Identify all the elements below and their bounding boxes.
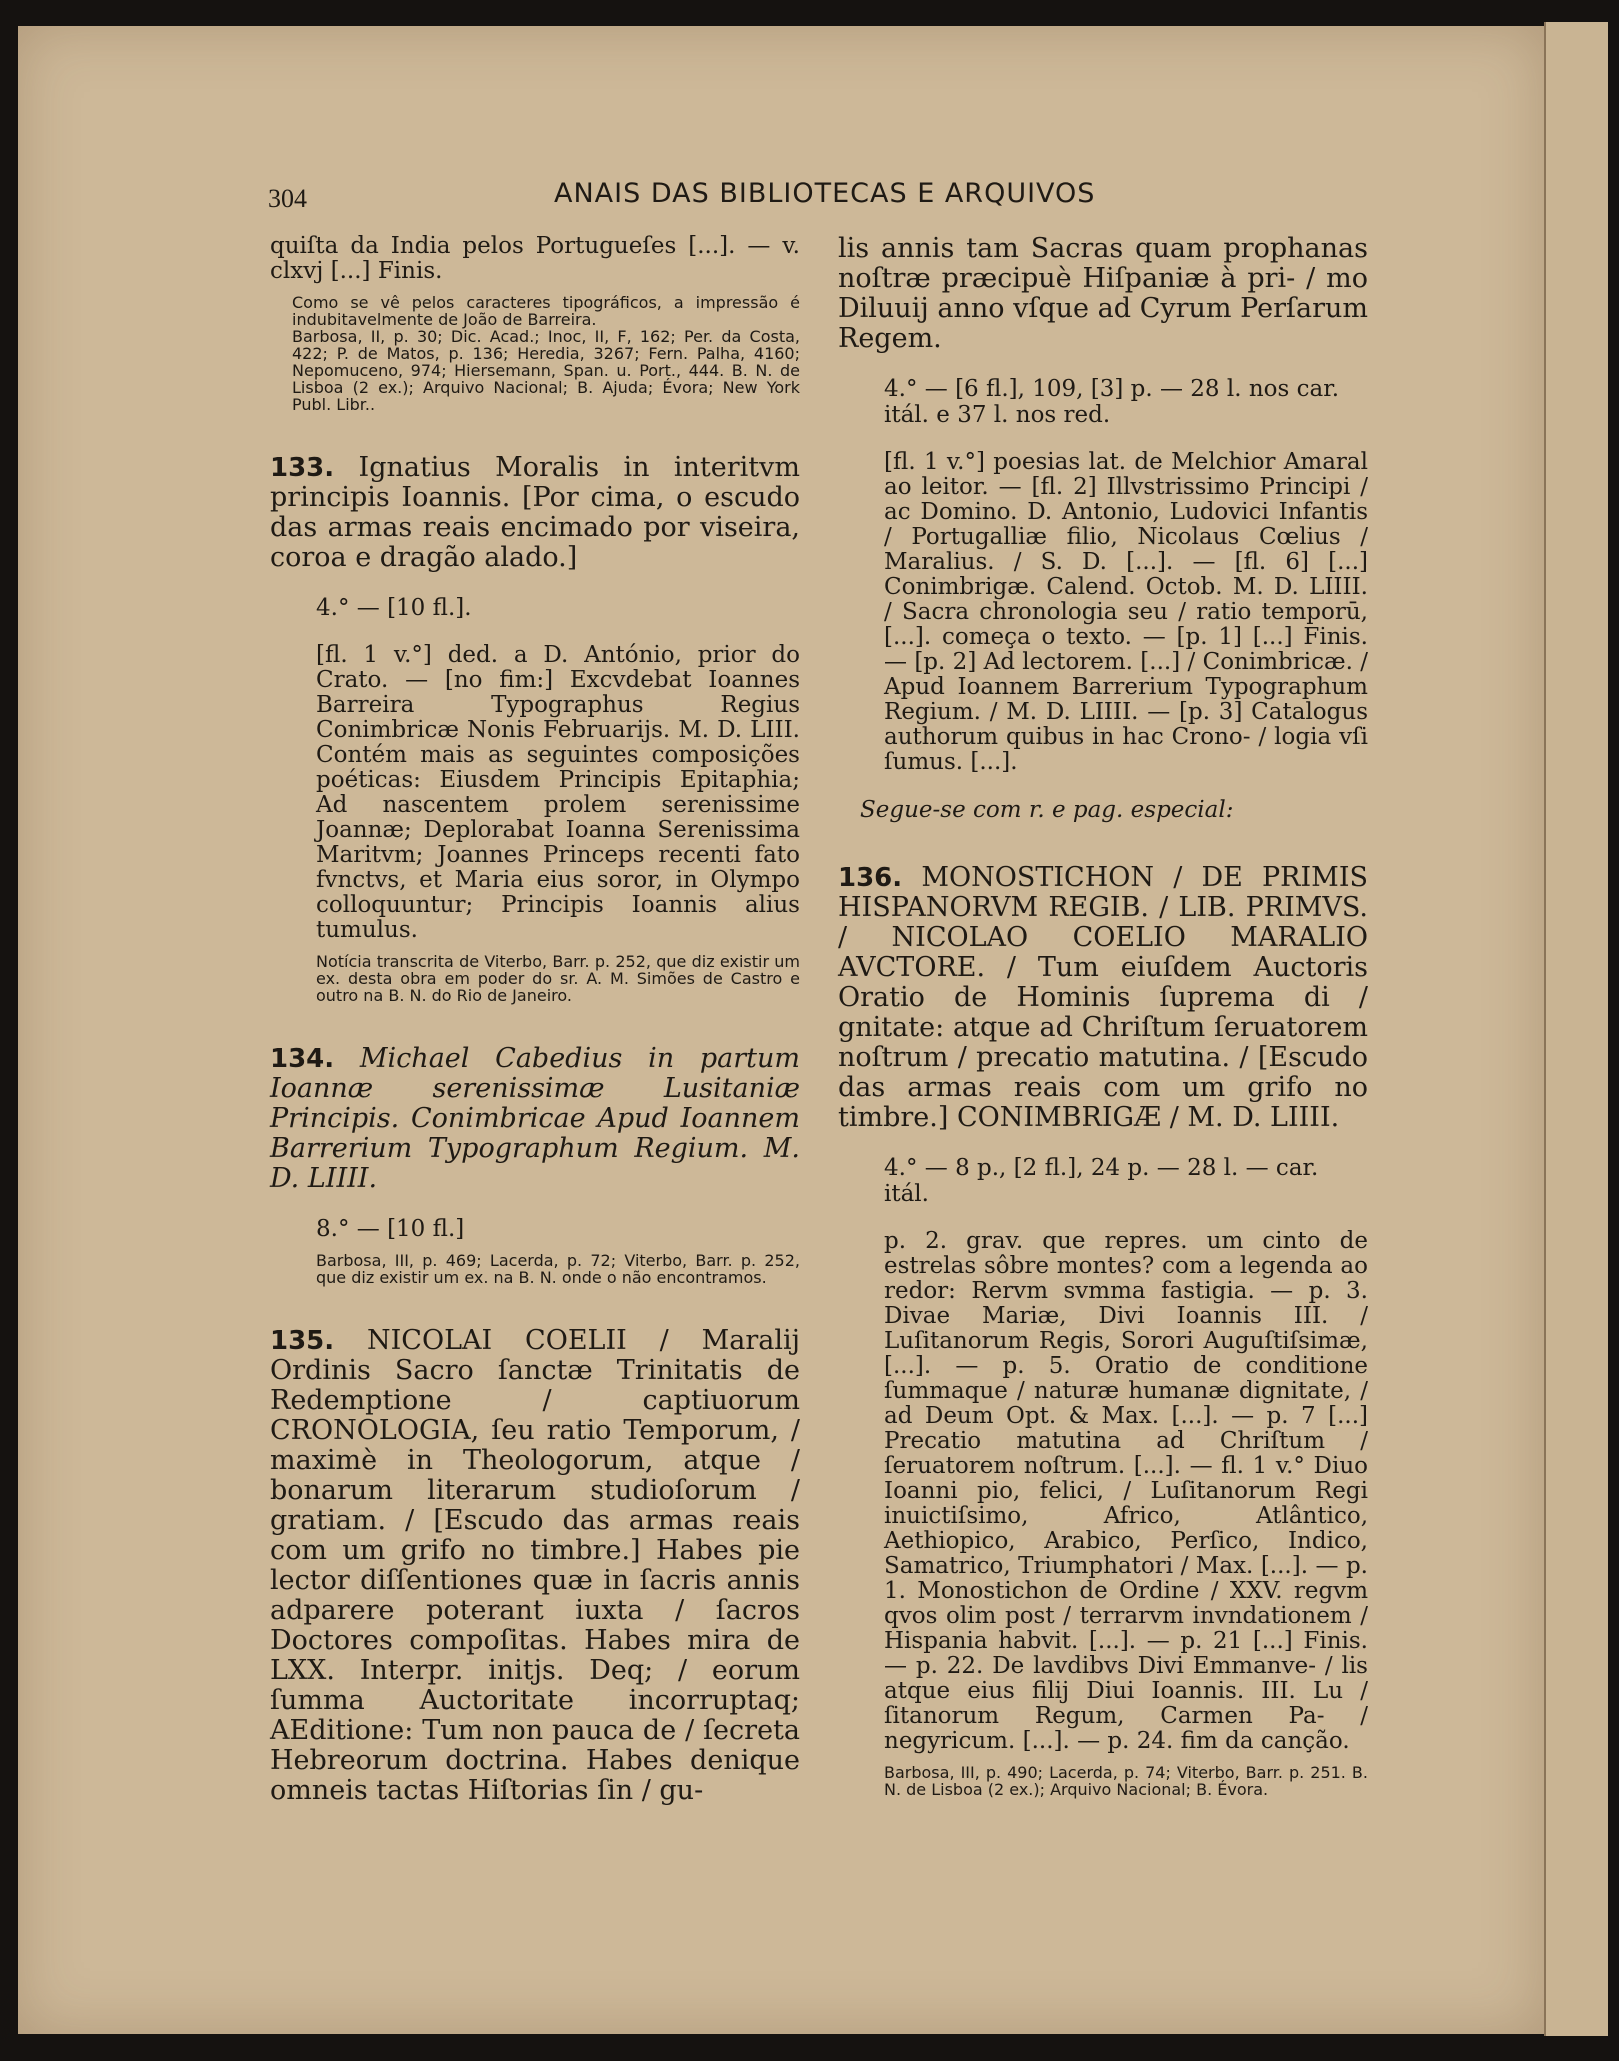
continuation-note: Segue-se com r. e pag. especial: — [860, 797, 1234, 823]
continued-entry-text: quiſta da India pelos Portugueſes [...]. — v. clxvj [...] Finis. — [270, 233, 800, 284]
entry-135-continued: lis annis tam Sacras quam prophanas noſtræ præcipuè Hiſpaniæ à pri- / mo Diluuij anno vſque ad Cyrum Perſarum Regem. — [838, 233, 1368, 354]
page-number: 304 — [268, 184, 307, 213]
entry-title: NICOLAI COELII / Maralij Ordinis Sacro ſanctæ Trinitatis de Redemptione / captiuorum CRONOLOGIA, ſeu ratio Temporum, / maximè in Theologorum, atque / bonarum literarum studioſorum / gratiam. / [Escudo das armas reais com um grifo no timbre.] Habes pie lector diſſentiones quæ in ſacris annis adparere poterant iuxta / ſacros Doctores compoſitas. Habes mira de LXX. Interpr. initjs. Deq; / eorum ſumma Auctoritate incorruptaq; AEditione: Tum non pauca de / ſecreta Hebreorum doctrina. Habes denique omneis tactas Hiſtorias ſin / gu- — [270, 1325, 800, 1806]
entry-references: Barbosa, III, p. 490; Lacerda, p. 74; Viterbo, Barr. p. 251. B. N. de Lisboa (2 ex.); Arquivo Nacional; B. Évora. — [884, 1763, 1368, 1799]
entry-number: 136. — [838, 863, 903, 893]
entry-collation: 4.° — [6 fl.], 109, [3] p. — 28 l. nos car. itál. e 37 l. nos red. — [884, 376, 1340, 428]
entry-number: 135. — [270, 1326, 335, 1356]
entry-description: [fl. 1 v.°] ded. a D. António, prior do Crato. — [no fim:] Excvdebat Ioannes Barreira Typographus Regius Conimbricæ Nonis Februarijs. M. D. LIII. Contém mais as seguintes composições poéticas: Eiusdem Principis Epitaphia; Ad nascentem prolem serenissime Joannæ; Deplorabat Ioanna Serenissima Maritvm; Joannes Princeps recenti fato fvnctvs, et Maria eius soror, in Olympo colloquuntur; Principis Ioannis alius tumulus. — [316, 642, 800, 943]
right-column — [838, 234, 1368, 1798]
entry-description: [fl. 1 v.°] poesias lat. de Melchior Amaral ao leitor. — [fl. 2] Illvstrissimo Principi / ac Domino. D. Antonio, Ludovici Infantis / Portugalliæ filio, Nicolaus Cœlius / Maralius. / S. D. [...]. — [fl. 6] [...] Conimbrigæ. Calend. Octob. M. D. LIIII. / Sacra chronologia seu / ratio temporū, [...]. começa o texto. — [p. 1] [...] Finis. — [p. 2] Ad lectorem. [...] / Conimbricæ. / Apud Ioannem Barrerium Typographum Regium. / M. D. LIIII. — [p. 3] Catalogus authorum quibus in hac Crono- / logia vſi ſumus. [...]. — [884, 449, 1368, 775]
entry-collation: 4.° — [10 fl.]. — [316, 595, 472, 621]
entry-number: 134. — [270, 1044, 335, 1074]
entry-number: 133. — [270, 453, 335, 483]
entry-133 — [270, 453, 800, 573]
entry-note: Notícia transcrita de Viterbo, Barr. p. 252, que diz existir um ex. desta obra em poder do sr. A. M. Simões de Castro e outro na B. N. do Rio de Janeiro. — [316, 952, 800, 1005]
page-header — [268, 178, 1368, 218]
running-title: ANAIS DAS BIBLIOTECAS E ARQUIVOS — [554, 178, 1096, 209]
entry-collation: 8.° — [10 fl.] — [316, 1216, 465, 1242]
continued-entry-note: Como se vê pelos caracteres tipográficos, a impressão é indubitavelmente de João de Barreira. — [292, 293, 800, 329]
entry-description: p. 2. grav. que repres. um cinto de estrelas sôbre montes? com a legenda ao redor: Rervm svmma fastigia. — p. 3. Divae Mariæ, Divi Ioannis III. / Luſitanorum Regis, Sorori Auguſtiſsimæ, [...]. — p. 5. Oratio de conditione ſummaque / naturæ humanæ dignitate, / ad Deum Opt. & Max. [...]. — p. 7 [...] Precatio matutina ad Chriſtum / ſeruatorem noſtrum. [...]. — fl. 1 v.° Diuo Ioanni pio, felici, / Luſitanorum Regi inuictiſsimo, Africo, Atlântico, Aethiopico, Arabico, Perſico, Indico, Samatrico, Triumphatori / Max. [...]. — p. 1. Monostichon de Ordine / XXV. regvm qvos olim post / terrarvm invndationem / Hispania habvit. [...]. — p. 21 [...] Finis. — p. 22. De lavdibvs Divi Emmanve- / lis atque eius filij Diui Ioannis. III. Lu / ſitanorum Regum, Carmen Pa- / negyricum. [...]. — p. 24. fim da canção. — [884, 1228, 1368, 1754]
entry-136 — [838, 863, 1368, 1133]
continued-entry-references: Barbosa, II, p. 30; Dic. Acad.; Inoc, II, F, 162; Per. da Costa, 422; P. de Matos, p. 136; Heredia, 3267; Fern. Palha, 4160; Nepomuceno, 974; Hiersemann, Span. u. Port., 444. B. N. de Lisboa (2 ex.); Arquivo Nacional; B. Ajuda; Évora; New York Publ. Libr.. — [292, 327, 800, 414]
entry-title: Michael Cabedius in partum Ioannæ serenissimæ Lusitaniæ Principis. Conimbricae Apud Ioannem Barrerium Typographum Regium. M. D. LIIII. — [270, 1043, 800, 1194]
entry-collation: 4.° — 8 p., [2 fl.], 24 p. — 28 l. — car. itál. — [884, 1155, 1319, 1207]
entry-134 — [270, 1044, 800, 1194]
entry-135 — [270, 1326, 800, 1806]
facing-page-edge — [1544, 22, 1608, 2036]
entry-references: Barbosa, III, p. 469; Lacerda, p. 72; Viterbo, Barr. p. 252, que diz existir um ex. na B. N. onde o não encontramos. — [316, 1251, 800, 1287]
entry-title: Ignatius Moralis in interitvm principis Ioannis. [Por cima, o escudo das armas reais encimado por viseira, coroa e dragão alado.] — [270, 452, 800, 573]
entry-title: MONOSTICHON / DE PRIMIS HISPANORVM REGIB. / LIB. PRIMVS. / NICOLAO COELIO MARALIO AVCTORE. / Tum eiuſdem Auctoris Oratio de Hominis ſuprema di / gnitate: atque ad Chriſtum ſeruatorem noſtrum / precatio matutina. / [Escudo das armas reais com um grifo no timbre.] CONIMBRIGÆ / M. D. LIIII. — [838, 862, 1368, 1133]
left-column — [270, 234, 800, 1806]
